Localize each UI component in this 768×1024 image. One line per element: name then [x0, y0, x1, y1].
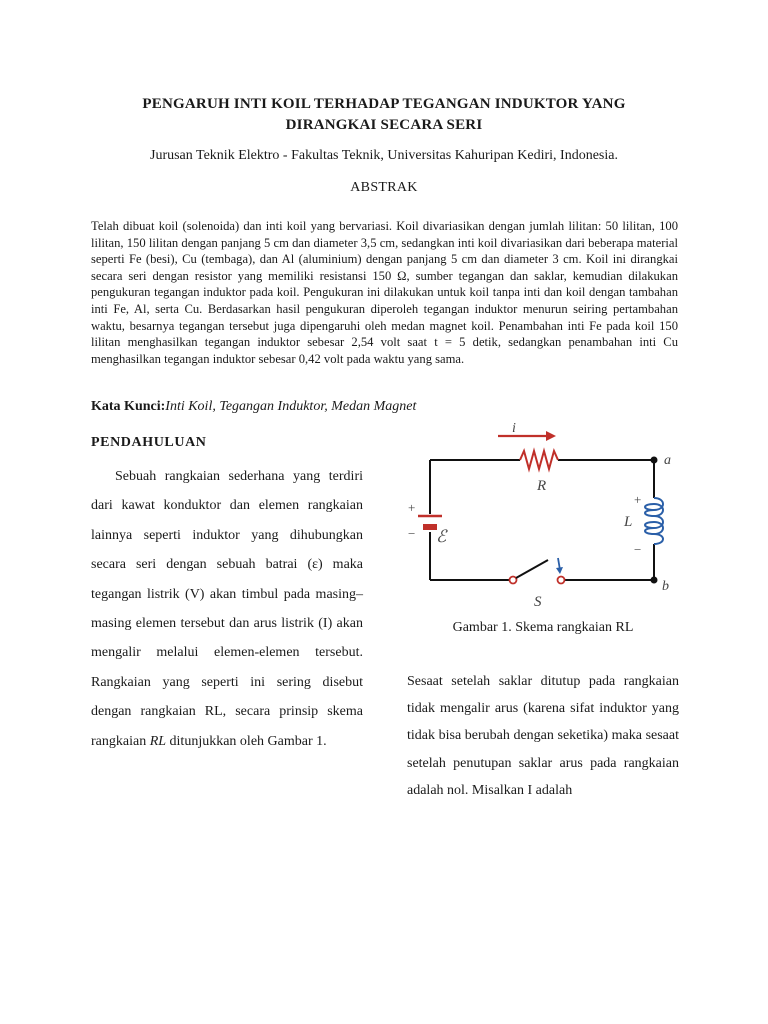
inductor-coil — [645, 498, 663, 544]
node-a-dot — [651, 457, 658, 464]
abstract-heading: ABSTRAK — [350, 180, 418, 195]
inductor-label: L — [624, 514, 633, 530]
intro-italic-rl: RL — [149, 733, 167, 749]
title-line-2: DIRANGKAI SECARA SERI — [285, 117, 483, 133]
node-b-dot — [651, 577, 658, 584]
intro-paragraph — [91, 462, 363, 756]
rl-circuit-diagram — [398, 418, 684, 618]
intro-text-2: ditunjukkan oleh Gambar 1. — [166, 733, 327, 749]
keywords-text: Inti Koil, Tegangan Induktor, Medan Magnet — [165, 399, 417, 414]
switch-label: S — [534, 594, 542, 610]
right-paragraph: Sesaat setelah saklar ditutup pada rangkaian tidak mengalir arus (karena sifat induktor yang tidak bisa berubah dengan seketika) maka sesaat setelah penutupan saklar arus pada rangkaian adalah nol. Misalkan I adalah — [407, 674, 679, 798]
intro-text-1: Sebuah rangkaian sederhana yang terdiri dari kawat konduktor dan elemen rangkaian lainnya seperti induktor yang dihubungkan secara seri dengan sebuah batrai (ε) maka tegangan listrik (V) akan timbul pada masing–masing elemen tersebut dan arus listrik (I) akan mengalir melalui elemen-elemen tersebut. Rangkaian yang seperti ini sering disebut dengan rangkaian RL, secara prinsip skema rangkaian — [91, 469, 363, 749]
battery-minus: − — [408, 526, 416, 541]
node-b-label: b — [662, 579, 669, 594]
current-label: i — [512, 421, 516, 436]
paper-title — [90, 94, 678, 136]
switch-blade — [516, 560, 548, 578]
title-line-1: PENGARUH INTI KOIL TERHADAP TEGANGAN INDUKTOR YANG — [142, 96, 626, 112]
inductor-plus: + — [634, 492, 642, 507]
emf-label: ℰ — [436, 527, 447, 546]
node-a-label: a — [664, 453, 671, 468]
section-heading: PENDAHULUAN — [91, 435, 207, 450]
resistor-label: R — [537, 478, 547, 494]
abstract-body: Telah dibuat koil (solenoida) dan inti koil yang bervariasi. Koil divariasikan dengan jumlah lilitan: 50 lilitan, 100 lilitan, 150 lilitan dengan panjang 5 cm dan diameter 3,5 cm, sedangkan inti koil divariasikan dari beberapa material seperti Fe (besi), Cu (tembaga), dan Al (aluminium) dengan panjang 5 cm dan diameter 3 cm. Koil ini dirangkai secara seri dengan resistor yang memiliki resistansi 150 Ω, sumber tegangan dan saklar, kemudian dilakukan pengukuran tegangan induktor pada koil. Pengukuran ini dilakukan untuk koil tanpa inti dan koil dengan tambahan inti Fe, Al, serta Cu. Berdasarkan hasil pengukuran diperoleh tegangan induktor menurun seiring pertambahan waktu, besarnya tegangan tersebut juga dipengaruhi oleh medan magnet koil. Penambahan inti Fe pada koil 150 lilitan menghasilkan tegangan induktor sebesar 2,54 volt saat t = 5 detik, sedangkan penambahan inti Cu menghasilkan tegangan induktor sebesar 0,42 volt pada waktu yang sama. — [91, 219, 678, 366]
inductor-minus: − — [634, 542, 642, 557]
battery-short-plate — [423, 524, 437, 530]
affiliation: Jurusan Teknik Elektro - Fakultas Teknik, Universitas Kahuripan Kediri, Indonesia. — [150, 148, 618, 163]
figure-caption: Gambar 1. Skema rangkaian RL — [452, 620, 634, 635]
keywords — [91, 399, 678, 415]
keywords-label: Kata Kunci: — [91, 399, 166, 414]
resistor-symbol — [520, 451, 558, 469]
switch-close-arrow-head — [556, 567, 563, 574]
switch-left-contact — [510, 577, 517, 584]
switch-right-contact — [558, 577, 565, 584]
battery-plus: + — [408, 500, 416, 515]
current-arrow-head — [546, 431, 556, 441]
rl-circuit-figure — [398, 418, 684, 618]
